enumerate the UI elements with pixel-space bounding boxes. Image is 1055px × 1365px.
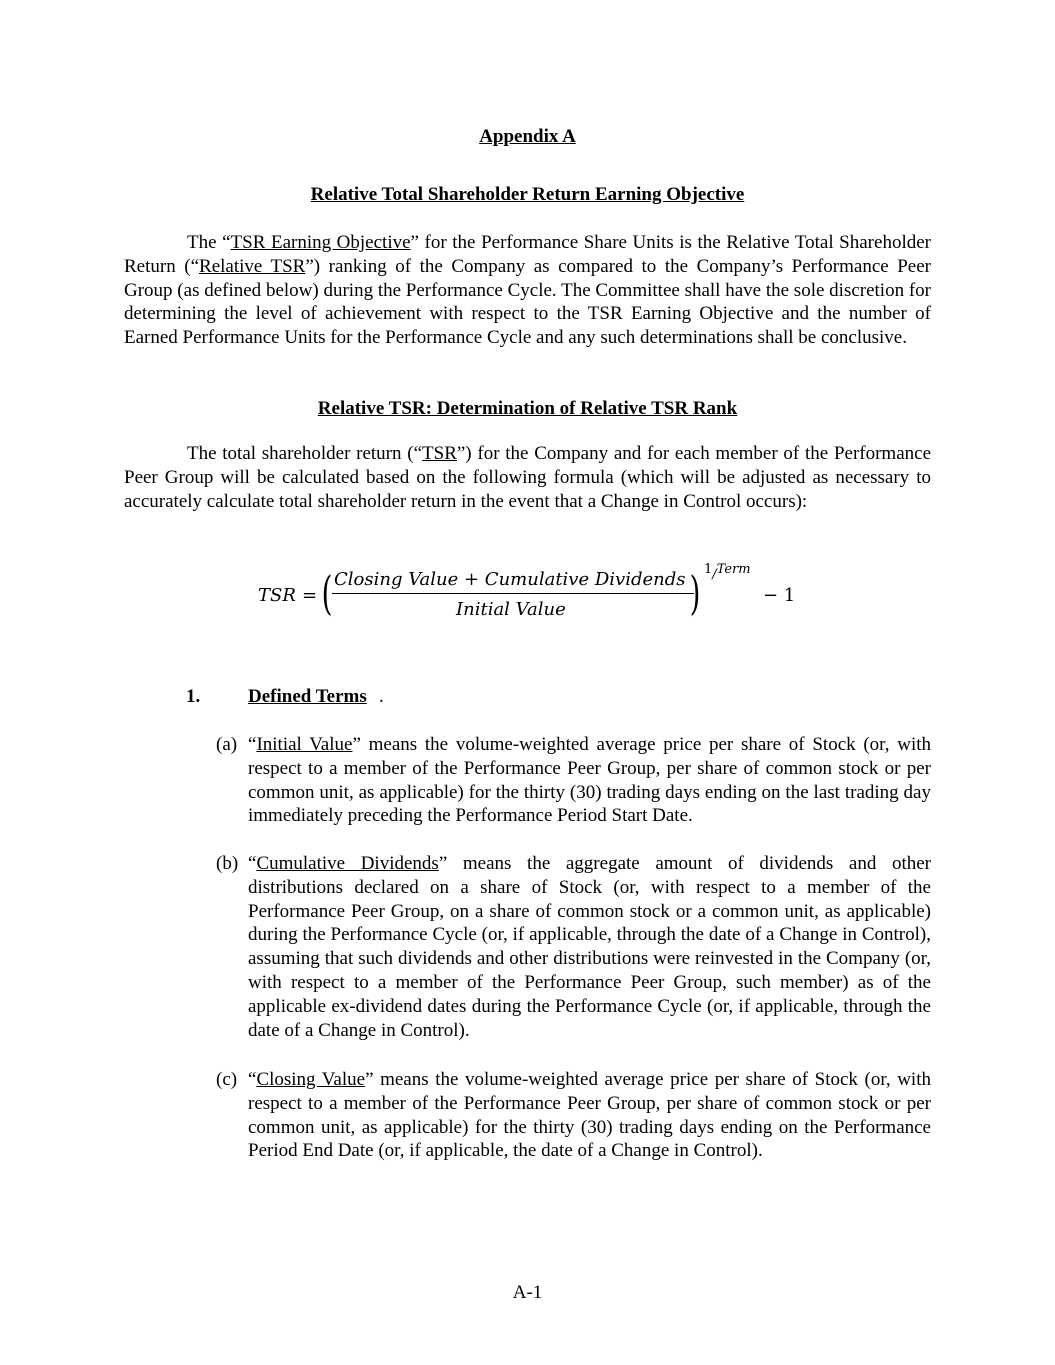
formula-exponent-num: 1 xyxy=(704,562,713,577)
text-run: The “ xyxy=(187,232,231,253)
text-run: ” for the Performance Share Units is the Relative Total Shareholder Return (“ xyxy=(124,232,931,277)
text-run: ” means the volume-weighted average price per share of Stock (or, with respect to a member of the Performance Peer Group, per share of common stock or per common unit, as applicable) for the thirty (30) trading days ending on the last trading day immediately preceding the Performance Period Start Date. xyxy=(248,734,932,827)
formula-lhs: TSR xyxy=(258,585,296,606)
term-relative-tsr: Relative TSR xyxy=(199,255,306,277)
text-run: ”) ranking of the Company as compared to the Company’s Performance Peer Group (as defined below) during the Performance Cycle. The Committee shall have the sole discretion for determining the level of achievement with respect to the TSR Earning Objective and the number of Earned Performance Units for the Performance Cycle and any such determinations shall be conclusive. xyxy=(124,255,932,349)
section-heading-title: Defined Terms xyxy=(248,686,367,707)
tsr-formula xyxy=(258,560,818,630)
item-body xyxy=(248,1068,931,1163)
definition-item xyxy=(216,1068,931,1163)
formula-numerator: Closing Value + Cumulative Dividends xyxy=(334,569,686,590)
item-body xyxy=(248,852,931,1042)
formula-right-paren: ) xyxy=(689,566,701,620)
section-number: 1. xyxy=(186,686,201,707)
formula-equals: = xyxy=(302,585,318,606)
text-run: ” means the volume-weighted average price per share of Stock (or, with respect to a member of the Performance Peer Group, per share of common stock or per common unit, as applicable) for the thirty (30) trading days ending on the Performance Period End Date (or, if applicable, the date of a Change in Control). xyxy=(248,1069,931,1162)
term-closing-value: Closing Value xyxy=(256,1069,366,1090)
definition-item xyxy=(216,733,931,828)
term-cumulative-dividends: Cumulative Dividends xyxy=(256,853,439,874)
formula-exponent: 1/ Term xyxy=(704,558,717,587)
term-tsr-earning-objective: TSR Earning Objective xyxy=(230,232,411,253)
tsr-paragraph xyxy=(124,442,931,513)
formula-fraction-bar xyxy=(332,593,694,594)
definition-item xyxy=(216,852,931,1042)
item-label: (a) xyxy=(216,734,238,755)
section-title: Relative TSR: Determination of Relative TSR Rank xyxy=(317,398,738,419)
item-label: (b) xyxy=(216,853,239,874)
formula-left-paren: ( xyxy=(321,566,333,620)
term-initial-value: Initial Value xyxy=(256,734,353,755)
text-run: ”) for the Company and for each member of the Performance Peer Group will be calculated based on the following formula (which will be adjusted as necessary to accurately calculate total shareholder return in the event that a Change in Control occurs): xyxy=(124,443,931,512)
term-tsr: TSR xyxy=(422,443,457,464)
text-run: “ xyxy=(248,1069,257,1090)
text-run: ” means the aggregate amount of dividends and other distributions declared on a share of Stock (or, with respect to a member of the Performance Peer Group, on a share of common stock or a common unit, as applicable) during the Performance Cycle (or, if applicable, through the date of a Change in Control), assuming that such dividends and other distributions were reinvested in the Company (or, with respect to a member of the Performance Peer Group, such member) as of the applicable ex-dividend dates during the Performance Cycle (or, if applicable, through the date of a Change in Control). xyxy=(248,853,931,1041)
page-number: A-1 xyxy=(512,1282,543,1303)
item-body xyxy=(248,733,931,828)
formula-exponent-den: Term xyxy=(716,562,751,577)
appendix-subtitle: Relative Total Shareholder Return Earning Objective xyxy=(310,184,745,205)
section-heading-period: . xyxy=(379,686,384,707)
item-label: (c) xyxy=(216,1069,238,1090)
text-run: “ xyxy=(248,853,257,874)
formula-denominator: Initial Value xyxy=(456,599,566,620)
formula-minus-one: − 1 xyxy=(763,585,796,606)
text-run: “ xyxy=(248,734,257,755)
appendix-title: Appendix A xyxy=(479,126,576,147)
intro-paragraph xyxy=(124,231,931,350)
text-run: The total shareholder return (“ xyxy=(187,443,423,464)
